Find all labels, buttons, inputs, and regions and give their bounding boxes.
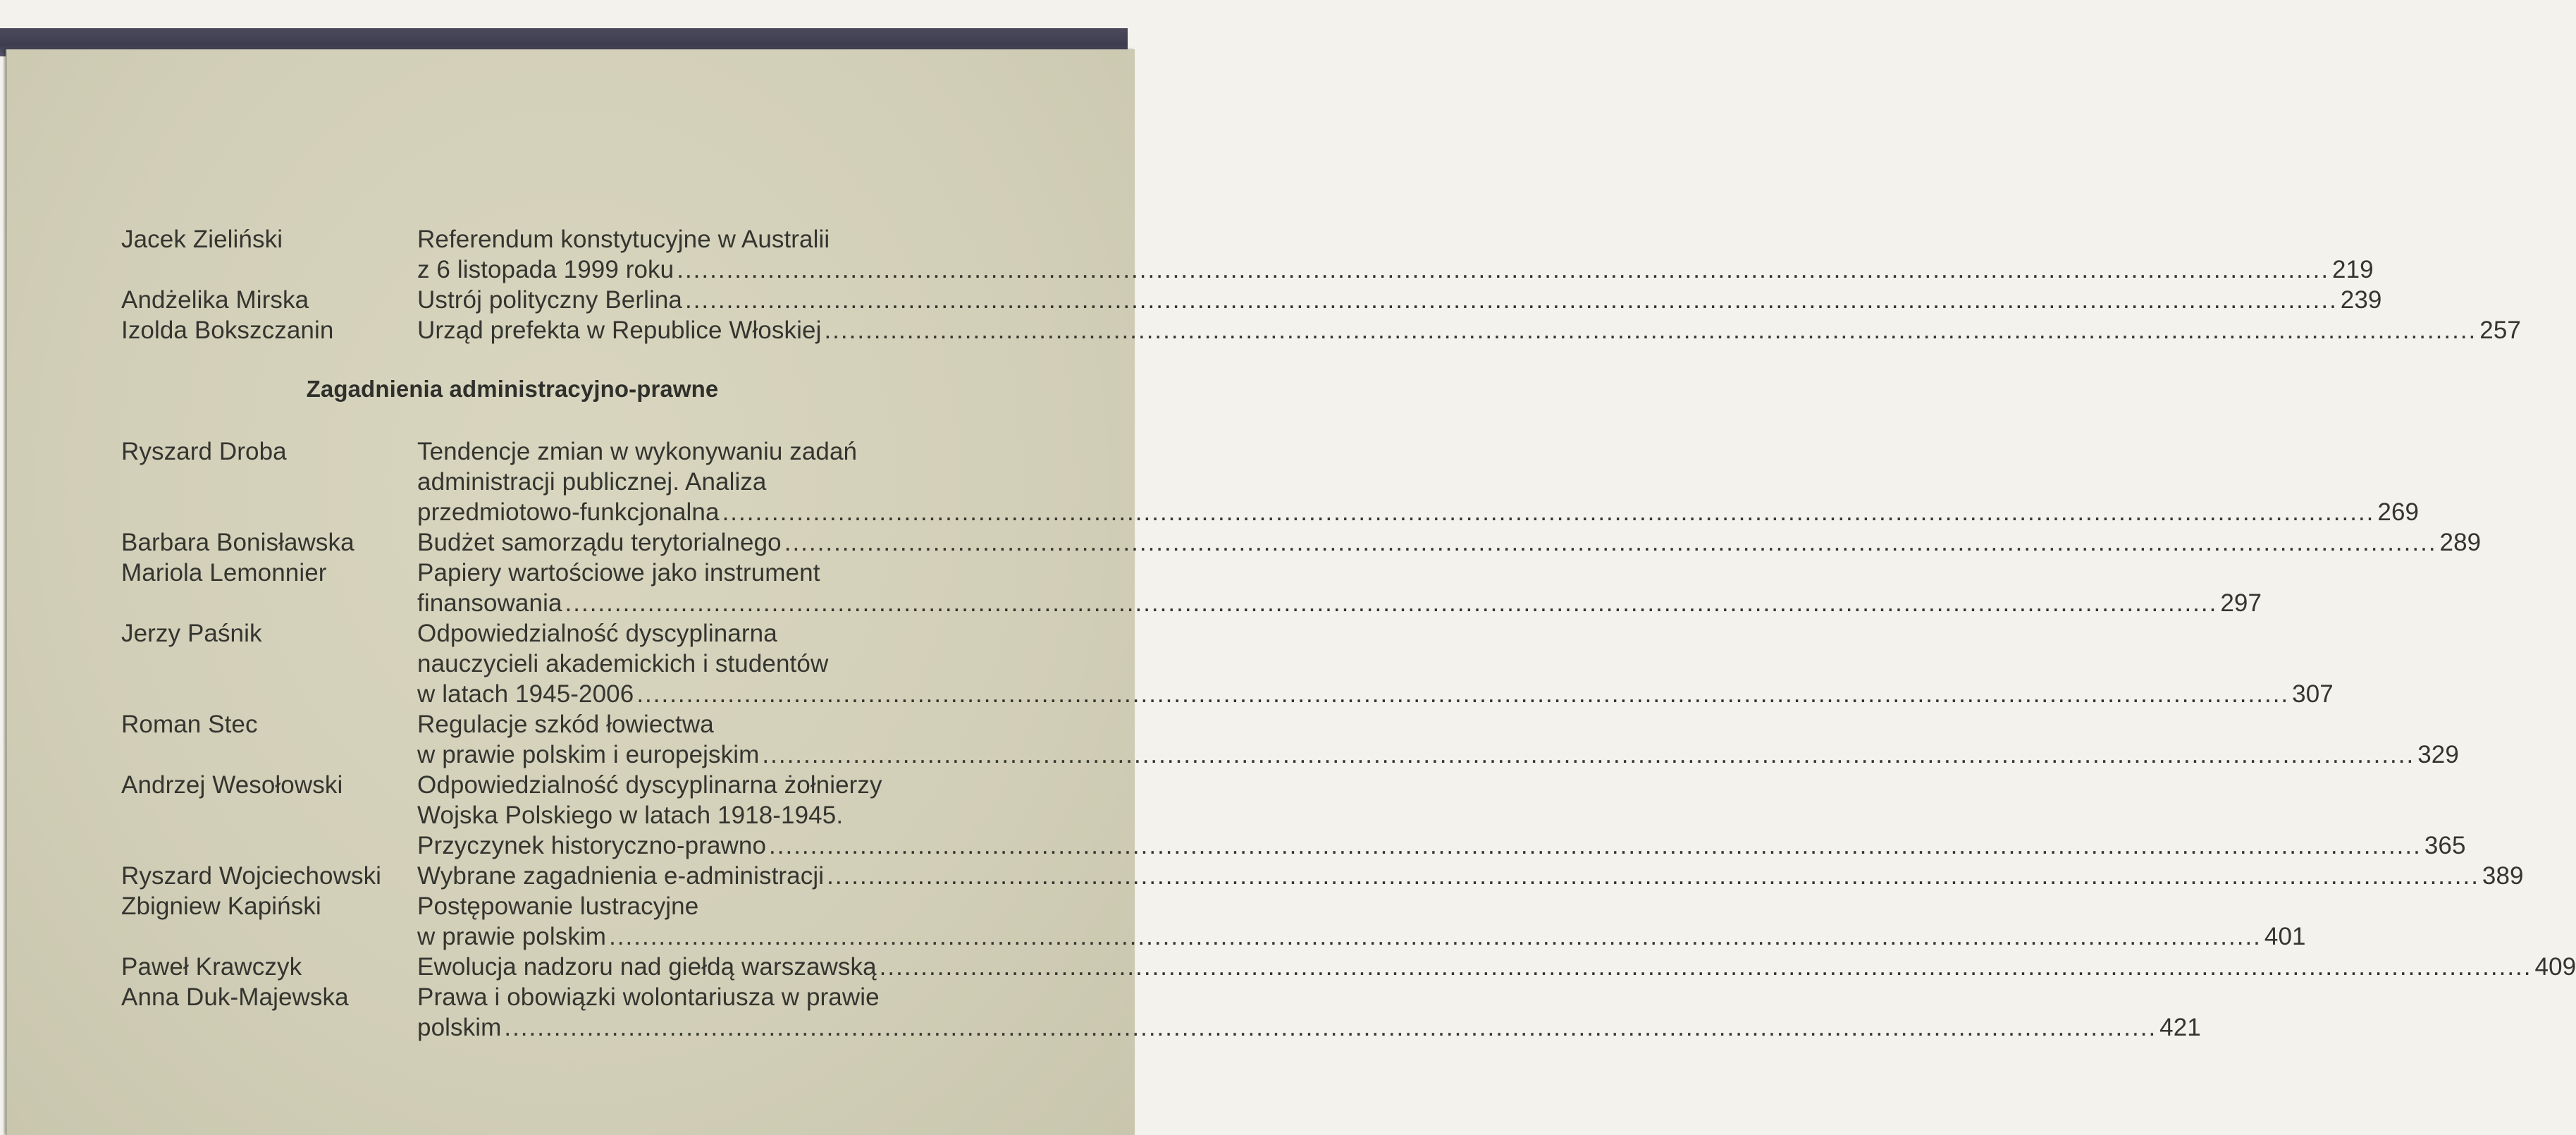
toc-author: Paweł Krawczyk [121,952,417,982]
toc-title [417,315,1030,345]
toc-title [417,224,1030,285]
toc-title-line: nauczycieli akademickich i studentów [417,649,1030,679]
toc-page-number: 239 [2341,285,2382,315]
toc-title-line: w prawie polskim i europejskim [417,740,759,770]
toc-page-number: 219 [2332,254,2374,285]
toc-title-last-line [417,527,1030,558]
toc-title-line: finansowania [417,588,562,618]
toc-title-line: Regulacje szkód łowiectwa [417,709,1030,740]
dot-leader: ........................................................................................................................................................................................................ [762,740,2415,770]
toc-title-last-line [417,861,1030,891]
toc-author: Jerzy Paśnik [121,618,417,649]
toc-group-2 [121,436,1030,1043]
toc-title [417,285,1030,315]
toc-title-line: w latach 1945-2006 [417,679,634,709]
toc-author: Andżelika Mirska [121,285,417,315]
toc-page-number: 365 [2424,830,2466,861]
toc-page-number: 409 [2535,952,2576,982]
toc-title-line: Tendencje zmian w wykonywaniu zadań [417,436,1030,467]
toc-entry [121,558,1030,618]
toc-page-number: 297 [2220,588,2262,618]
dot-leader: ........................................................................................................................................................................................................ [565,588,2218,618]
toc-entry [121,709,1030,770]
toc-title-last-line [417,952,1030,982]
toc-author: Izolda Bokszczanin [121,315,417,345]
toc-entry [121,224,1030,285]
toc-title-last-line [417,588,1030,618]
toc-page-number: 401 [2264,921,2306,952]
toc-entry [121,891,1030,952]
toc-title-line: Papiery wartościowe jako instrument [417,558,1030,588]
toc-author: Jacek Zieliński [121,224,417,254]
toc-title-last-line [417,679,1030,709]
toc-title-line: Budżet samorządu terytorialnego [417,527,782,558]
toc-group-1 [121,224,1030,345]
toc-page-number: 257 [2479,315,2521,345]
toc-entry [121,315,1030,345]
toc-author: Ryszard Wojciechowski [121,861,417,891]
toc-title-line: Ustrój polityczny Berlina [417,285,682,315]
dot-leader: ........................................................................................................................................................................................................ [609,921,2262,952]
toc-title-last-line [417,497,1030,527]
toc-title-last-line [417,315,1030,345]
toc-entry [121,861,1030,891]
dot-leader: ........................................................................................................................................................................................................ [827,861,2479,891]
toc-title [417,436,1030,527]
toc-title-line: przedmiotowo-funkcjonalna [417,497,720,527]
toc-author: Barbara Bonisławska [121,527,417,558]
toc-title-line: w prawie polskim [417,921,606,952]
toc-page-number: 269 [2377,497,2419,527]
toc-title-line: z 6 listopada 1999 roku [417,254,674,285]
dot-leader: ........................................................................................................................................................................................................ [504,1012,2157,1043]
toc-title-line: Referendum konstytucyjne w Australii [417,224,1030,254]
dot-leader: ........................................................................................................................................................................................................ [722,497,2375,527]
section-heading: Zagadnienia administracyjno-prawne [0,374,1030,404]
toc-title-line: Ewolucja nadzoru nad giełdą warszawską [417,952,877,982]
toc-entry [121,618,1030,709]
toc-author: Zbigniew Kapiński [121,891,417,921]
toc-author: Anna Duk-Majewska [121,982,417,1012]
toc-title-last-line [417,254,1030,285]
toc-page-number: 421 [2159,1012,2201,1043]
toc-title-last-line [417,830,1030,861]
toc-title-line: Odpowiedzialność dyscyplinarna żołnierzy [417,770,1030,800]
toc-title [417,770,1030,861]
toc-entry [121,770,1030,861]
toc-title-line: Przyczynek historyczno-prawno [417,830,766,861]
toc-title [417,709,1030,770]
toc-entry [121,982,1030,1043]
toc-title-line: Postępowanie lustracyjne [417,891,1030,921]
toc-title [417,527,1030,558]
toc-entry [121,436,1030,527]
toc-title [417,982,1030,1043]
toc-title [417,618,1030,709]
toc-title-line: Odpowiedzialność dyscyplinarna [417,618,1030,649]
toc-title-last-line [417,921,1030,952]
toc-title [417,558,1030,618]
toc-entry [121,527,1030,558]
toc-title-line: polskim [417,1012,501,1043]
toc-page-number: 289 [2440,527,2482,558]
dot-leader: ........................................................................................................................................................................................................ [824,315,2477,345]
toc-author: Mariola Lemonnier [121,558,417,588]
toc-entry [121,952,1030,982]
dot-leader: ........................................................................................................................................................................................................ [685,285,2338,315]
toc-title [417,891,1030,952]
toc-author: Roman Stec [121,709,417,740]
dot-leader: ........................................................................................................................................................................................................ [636,679,2289,709]
toc-page-number: 307 [2292,679,2334,709]
toc-page-number: 389 [2482,861,2524,891]
toc-title-line: Prawa i obowiązki wolontariusza w prawie [417,982,1030,1012]
toc-entry [121,285,1030,315]
toc-page-number: 329 [2417,740,2459,770]
toc-author: Andrzej Wesołowski [121,770,417,800]
toc-title [417,861,1030,891]
table-of-contents [121,224,1030,1043]
toc-author: Ryszard Droba [121,436,417,467]
dot-leader: ........................................................................................................................................................................................................ [784,527,2437,558]
dot-leader: ........................................................................................................................................................................................................ [769,830,2422,861]
dot-leader: ........................................................................................................................................................................................................ [880,952,2532,982]
toc-title-last-line [417,740,1030,770]
toc-title-line: administracji publicznej. Analiza [417,467,1030,497]
dot-leader: ........................................................................................................................................................................................................ [677,254,2329,285]
toc-title-line: Wybrane zagadnienia e-administracji [417,861,824,891]
toc-title [417,952,1030,982]
toc-title-last-line [417,1012,1030,1043]
toc-title-line: Wojska Polskiego w latach 1918-1945. [417,800,1030,830]
toc-title-line: Urząd prefekta w Republice Włoskiej [417,315,821,345]
toc-title-last-line [417,285,1030,315]
